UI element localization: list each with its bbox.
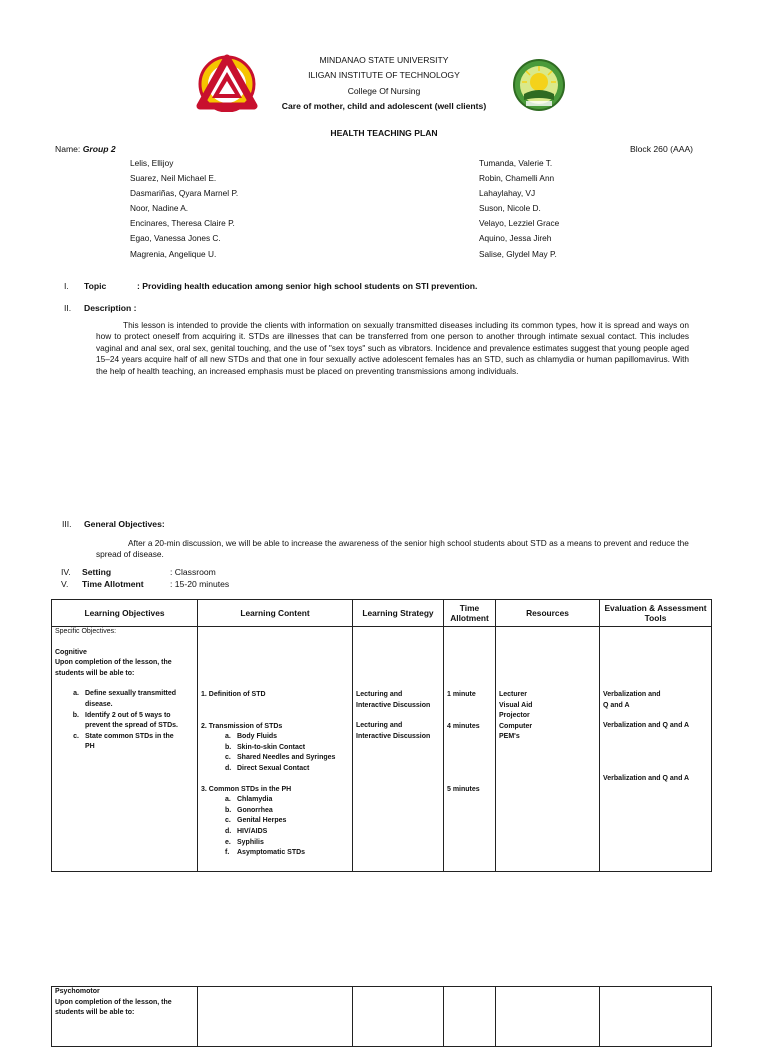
psychomotor-strategy-cell: [353, 987, 444, 1047]
objectives-text: After a 20-min discussion, we will be able to increase the awareness of the senior high school students about STD as a means to prevent and reduce the spread of disease.: [96, 538, 689, 560]
objectives-number: III.: [62, 519, 72, 529]
strategy-2-line-2: Interactive Discussion: [356, 732, 431, 740]
block-label: Block 260 (AAA): [630, 144, 694, 154]
upon-completion-line-2: students will be able to:: [55, 669, 135, 677]
transmission-item-letter: b.: [225, 743, 232, 751]
common-std-item-text: Syphilis: [237, 838, 264, 846]
time-1: 1 minute: [447, 691, 476, 698]
common-std-item: [201, 816, 349, 827]
common-std-item-letter: c.: [225, 817, 231, 825]
setting-label: Setting: [82, 567, 112, 577]
table-header-row: [52, 600, 712, 627]
table-row: [52, 987, 712, 1047]
transmission-item-text: Body Fluids: [237, 733, 278, 741]
common-stds-list: [201, 795, 349, 859]
eval-3: Verbalization and Q and A: [603, 774, 690, 782]
objective-letter: a.: [73, 690, 79, 698]
transmission-item: [201, 753, 349, 764]
member-name: Salise, Glydel May P.: [479, 248, 557, 259]
course-title: Care of mother, child and adolescent (well clients): [281, 101, 487, 111]
transmission-item: [201, 743, 349, 754]
description-label: Description :: [84, 303, 137, 313]
common-std-item-text: HIV/AIDS: [237, 827, 268, 835]
content-item-2: 2. Transmission of STDs: [201, 722, 283, 730]
resource-item: PEM's: [499, 733, 520, 741]
objective-item: [55, 711, 194, 732]
specific-objectives-label: Specific Objectives:: [55, 628, 117, 635]
eval-1-line-1: Verbalization and: [603, 691, 661, 698]
strategy-cell: [353, 627, 444, 872]
objective-letter: b.: [72, 711, 79, 719]
common-std-item: [201, 827, 349, 838]
topic-number: I.: [64, 281, 69, 291]
description-number: II.: [64, 303, 72, 313]
objectives-label: General Objectives:: [84, 519, 165, 529]
resource-item: Projector: [499, 712, 530, 720]
resource-item: Computer: [499, 722, 533, 730]
member-name: Noor, Nadine A.: [130, 203, 189, 214]
common-std-item-letter: b.: [225, 806, 232, 814]
psychomotor-upon-1: Upon completion of the lesson, the: [55, 998, 172, 1006]
objective-text: [85, 711, 178, 732]
objective-text: [85, 689, 176, 710]
content-cell: [198, 627, 353, 872]
psychomotor-upon-2: students will be able to:: [55, 1009, 135, 1017]
objective-line: Define sexually transmitted: [85, 690, 177, 698]
psychomotor-resources-cell: [496, 987, 600, 1047]
objective-line: PH: [85, 743, 95, 751]
member-name: Aquino, Jessa Jireh: [479, 233, 552, 244]
transmission-item-text: Direct Sexual Contact: [237, 764, 310, 772]
topic-label: Topic: [84, 281, 107, 291]
description-text: This lesson is intended to provide the clients with information on sexually transmitted diseases including its common types, how it is spread and ways on how to protect oneself from acquiring it. STDs are illnesses that can be transferred from one person to another through intimate sexual contact. This includes vaginal and anal sex, oral sex, genital touching, and the use of "sex toys" such as vibrators. Incidence and prevalence estimates suggest that young people aged 15–24 years acquire half of all new STDs and that one in four sexually active adolescent females has an STD, such as chlamydia or human papillomavirus. With the help of health teaching, an increased emphasis must be placed on preventing transmissions among individuals.: [96, 320, 689, 376]
name-label: Name:: [55, 144, 81, 154]
content-item-3: 3. Common STDs in the PH: [201, 785, 292, 793]
common-std-item-letter: f.: [225, 849, 230, 857]
objective-item: [55, 732, 194, 753]
institute-name: ILIGAN INSTITUTE OF TECHNOLOGY: [308, 70, 460, 80]
member-name: Egao, Vanessa Jones C.: [130, 233, 221, 244]
transmission-item-letter: a.: [225, 733, 231, 741]
strategy-2-line-1: Lecturing and: [356, 722, 403, 730]
objective-line: Identify 2 out of 5 ways to: [85, 711, 171, 719]
resource-item: Lecturer: [499, 691, 528, 698]
objectives-cell: [52, 627, 198, 872]
common-std-item-letter: d.: [225, 827, 232, 835]
psychomotor-table: [51, 986, 712, 1047]
members-right-list: [479, 156, 559, 262]
group-name-row: [55, 144, 116, 155]
setting-value: : Classroom: [170, 567, 216, 577]
member-name: Lelis, Ellijoy: [130, 158, 174, 168]
time-2: 4 minutes: [447, 722, 480, 730]
resources-list: [499, 690, 596, 743]
upon-completion-line-1: Upon completion of the lesson, the: [55, 659, 172, 667]
objective-item: [55, 689, 194, 710]
common-std-item-text: Asymptomatic STDs: [237, 849, 306, 857]
time-3: 5 minutes: [447, 786, 480, 794]
psychomotor-label: Psychomotor: [55, 988, 100, 995]
transmission-item: [201, 732, 349, 743]
eval-2: Verbalization and Q and A: [603, 722, 690, 730]
common-std-item-letter: a.: [225, 796, 231, 804]
header-learning-objectives: Learning Objectives: [52, 600, 198, 627]
objective-text: [85, 732, 174, 753]
common-std-item: [201, 838, 349, 849]
members-left-list: [130, 156, 238, 262]
resources-cell: [496, 627, 600, 872]
topic-text: : Providing health education among senior high school students on STI prevention.: [137, 281, 478, 291]
cognitive-label: Cognitive: [55, 648, 87, 656]
header-learning-strategy: Learning Strategy: [353, 600, 444, 627]
common-std-item-text: Gonorrhea: [237, 806, 273, 814]
university-name: MINDANAO STATE UNIVERSITY: [319, 55, 449, 65]
psychomotor-cell: [52, 987, 198, 1047]
member-name: Tumanda, Valerie T.: [479, 158, 553, 168]
psychomotor-evaluation-cell: [600, 987, 712, 1047]
header-learning-content: Learning Content: [198, 600, 353, 627]
common-std-item-text: Chlamydia: [237, 796, 273, 804]
common-std-item: [201, 806, 349, 817]
resource-item: Visual Aid: [499, 701, 533, 709]
specific-objectives-list: [55, 689, 194, 753]
transmission-list: [201, 732, 349, 774]
objective-line: State common STDs in the: [85, 732, 174, 740]
eval-1-line-2: Q and A: [603, 701, 630, 709]
header-time-allotment: Time Allotment: [444, 600, 496, 627]
strategy-1-line-2: Interactive Discussion: [356, 701, 431, 709]
member-name: Lahaylahay, VJ: [479, 188, 536, 199]
member-name: Suarez, Neil Michael E.: [130, 173, 217, 184]
learning-plan-table: [51, 599, 712, 872]
evaluation-cell: [600, 627, 712, 872]
member-name: Magrenia, Angelique U.: [130, 248, 217, 259]
setting-number: IV.: [61, 567, 71, 577]
common-std-item-letter: e.: [225, 838, 231, 846]
member-name: Dasmariñas, Qyara Marnel P.: [130, 188, 239, 199]
common-std-item-text: Genital Herpes: [237, 817, 287, 825]
common-std-item: [201, 848, 349, 859]
transmission-item: [201, 764, 349, 775]
college-name: College Of Nursing: [347, 86, 421, 96]
time-allotment-value: : 15-20 minutes: [170, 579, 230, 589]
psychomotor-time-cell: [444, 987, 496, 1047]
time-allotment-label: Time Allotment: [82, 579, 144, 589]
member-name: Encinares, Theresa Claire P.: [130, 218, 235, 229]
psychomotor-content-cell: [198, 987, 353, 1047]
transmission-item-letter: c.: [225, 754, 231, 762]
objective-line: prevent the spread of STDs.: [85, 722, 178, 730]
header-evaluation: Evaluation & Assessment Tools: [600, 600, 712, 627]
member-name: Robin, Chamelli Ann: [479, 173, 555, 184]
header-resources: Resources: [496, 600, 600, 627]
content-item-1: 1. Definition of STD: [201, 691, 266, 698]
transmission-item-text: Shared Needles and Syringes: [237, 754, 336, 762]
document-title: HEALTH TEACHING PLAN: [330, 128, 438, 138]
transmission-item-text: Skin-to-skin Contact: [237, 743, 306, 751]
group-name: Group 2: [82, 144, 116, 154]
time-cell: [444, 627, 496, 872]
transmission-item-letter: d.: [225, 764, 232, 772]
table-row: [52, 627, 712, 872]
strategy-1-line-1: Lecturing and: [356, 691, 403, 698]
objective-letter: c.: [73, 732, 79, 740]
time-allotment-number: V.: [61, 579, 69, 589]
member-name: Suson, Nicole D.: [479, 203, 541, 214]
common-std-item: [201, 795, 349, 806]
objective-line: disease.: [85, 700, 113, 708]
member-name: Velayo, Lezziel Grace: [479, 218, 560, 229]
